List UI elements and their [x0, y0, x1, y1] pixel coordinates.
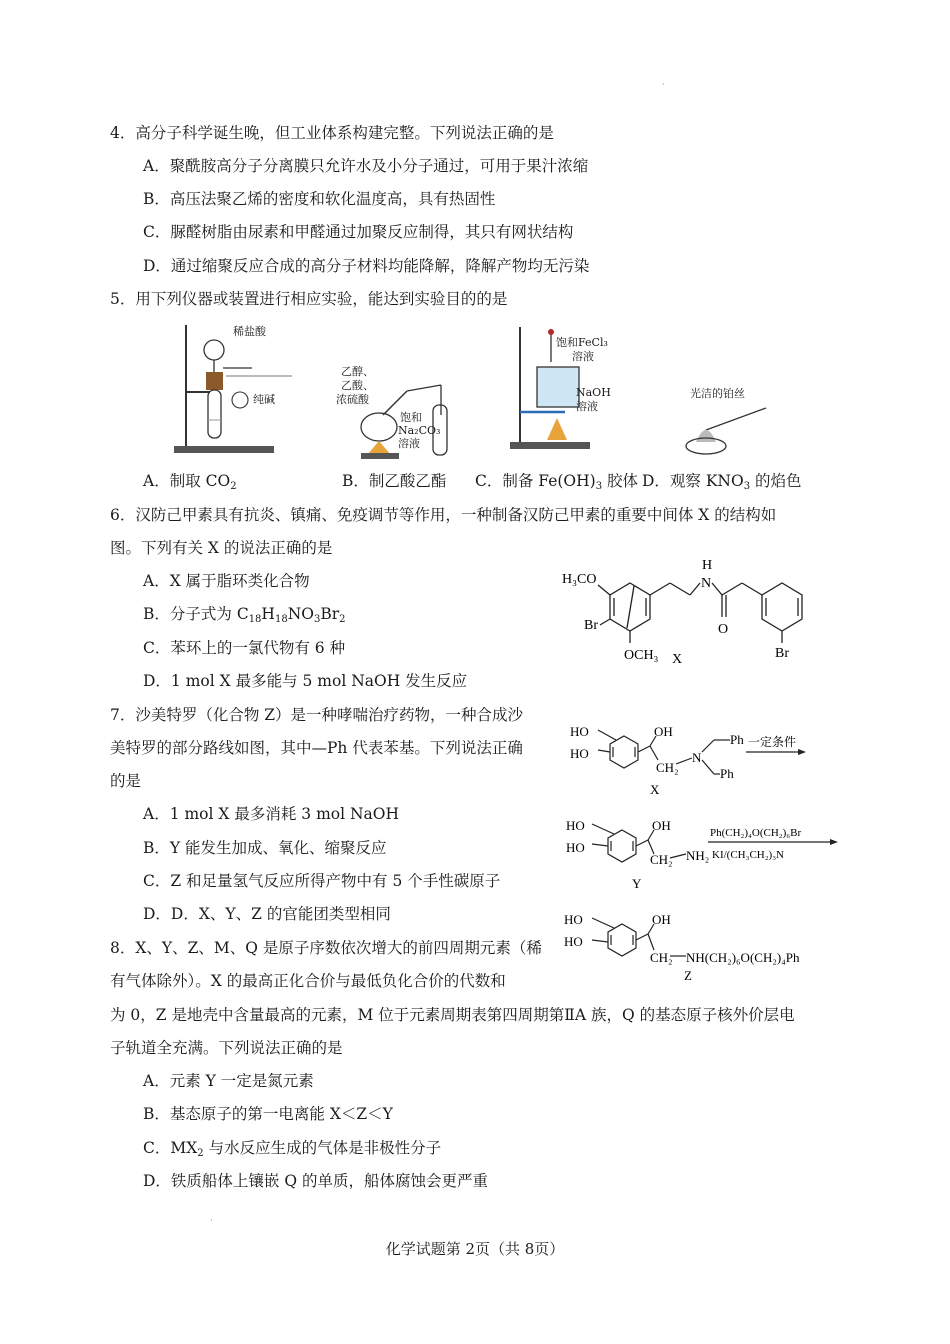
q8-stem-line3: 为 0，Z 是地壳中含量最高的元素，M 位于元素周期表第四周期第ⅡA 族，Q 的基态原子核外价层电 — [110, 1006, 795, 1024]
page-footer: 化学试题第 2页（共 8页） — [385, 1240, 565, 1258]
q7y-ch2-label: CH₂ — [650, 852, 673, 867]
q7-z-label: Z — [684, 968, 692, 983]
q6-b-text: B．分子式为 C — [143, 605, 249, 623]
q5-d-post: 的焰色 — [750, 472, 802, 490]
label-conc-h2so4: 浓硫酸 — [336, 393, 369, 406]
q4-option-d: D．通过缩聚反应合成的高分子材料均能降解，降解产物均无污染 — [143, 257, 590, 275]
q7y-oh-label: OH — [652, 818, 671, 833]
q6-option-d: D．1 mol X 最多能与 5 mol NaOH 发生反应 — [143, 672, 468, 690]
q7x-ch2-label: CH₂ — [656, 760, 679, 775]
q7z-ch2-label: CH₂ — [650, 950, 673, 965]
q7x-n-label: N — [692, 750, 702, 765]
q7y-ho-label: HO — [566, 840, 585, 855]
q6-option-b — [143, 603, 346, 625]
q6-b-text: NO — [287, 605, 314, 623]
q7-reagent-line2: KI/(CH₃CH₂)₃N — [712, 849, 784, 861]
q7-y-label: Y — [632, 876, 642, 891]
q4-option-b: B．高压法聚乙烯的密度和软化温度高，具有热固性 — [143, 190, 496, 208]
q6-structure-x — [560, 555, 820, 665]
q6-o-label: O — [718, 622, 729, 637]
q6-br-label-1: Br — [584, 618, 598, 633]
label-solution-2: 溶液 — [572, 350, 594, 363]
q5-d-text: D．观察 KNO — [642, 472, 744, 490]
q7-reagent-line1: Ph(CH₂)₄O(CH₂)₆Br — [710, 827, 802, 839]
q7x-ho-label: HO — [570, 724, 589, 739]
q6-h3co-label: H₃CO — [562, 572, 597, 587]
label-soda: 纯碱 — [253, 393, 275, 406]
q7-stem-line1: 7．沙美特罗（化合物 Z）是一种哮喘治疗药物，一种合成沙 — [110, 706, 524, 724]
q6-b-sub: 18 — [274, 614, 288, 625]
q5-c-text: C．制备 Fe(OH) — [475, 472, 596, 490]
q6-och3-label: OCH₃ — [624, 648, 659, 663]
q7-stem-line2: 美特罗的部分路线如图，其中—Ph 代表苯基。下列说法正确 — [110, 739, 523, 757]
scan-dot: · — [662, 80, 665, 89]
q7z-ho-label: HO — [564, 934, 583, 949]
apparatus-a-figure — [172, 320, 302, 465]
scan-dot: · — [210, 1216, 213, 1225]
q7-compound-z — [562, 908, 832, 983]
q8-c-sub: 2 — [197, 1148, 204, 1159]
q6-stem-line1: 6．汉防己甲素具有抗炎、镇痛、免疫调节等作用，一种制备汉防己甲素的重要中间体 X 的结构如 — [110, 506, 777, 524]
q8-stem-line1: 8．X、Y、Z、M、Q 是原子序数依次增大的前四周期元素（稀 — [110, 939, 542, 957]
q7-x-label: X — [650, 782, 660, 797]
q8-c-post: 与水反应生成的气体是非极性分子 — [203, 1139, 442, 1157]
q6-b-sub: 2 — [339, 614, 346, 625]
q7-compound-y — [562, 814, 832, 889]
label-acetic-acid: 乙酸、 — [341, 379, 374, 392]
q6-h-label: H — [702, 558, 713, 573]
q6-b-text: H — [261, 605, 275, 623]
q7-option-a: A．1 mol X 最多消耗 3 mol NaOH — [143, 805, 400, 823]
q4-option-a: A．聚酰胺高分子分离膜只允许水及小分子通过，可用于果汁浓缩 — [143, 157, 589, 175]
q7y-nh2-label: NH₂ — [686, 848, 710, 863]
q7-compound-x — [568, 722, 828, 797]
label-na2co3: Na₂CO₃ — [398, 424, 441, 437]
q7x-oh-label: OH — [654, 724, 673, 739]
label-solution-3: 溶液 — [576, 400, 598, 413]
q5-option-a — [143, 470, 237, 492]
q5-stem: 5．用下列仪器或装置进行相应实验，能达到实验目的的是 — [110, 290, 508, 308]
q7x-ph-label: Ph — [720, 766, 734, 781]
q6-option-c: C．苯环上的一氯代物有 6 种 — [143, 639, 346, 657]
label-ethanol: 乙醇、 — [341, 365, 374, 378]
q6-option-a: A．X 属于脂环类化合物 — [143, 572, 310, 590]
q7-option-d: D．D．X、Y、Z 的官能团类型相同 — [143, 905, 391, 923]
q6-n-label: N — [701, 576, 712, 591]
q6-br-label-2: Br — [775, 646, 789, 661]
q7-stem-line3: 的是 — [110, 772, 142, 790]
q4-option-c: C．脲醛树脂由尿素和甲醛通过加聚反应制得，其只有网状结构 — [143, 223, 574, 241]
q8-option-d: D．铁质船体上镶嵌 Q 的单质，船体腐蚀会更严重 — [143, 1172, 488, 1190]
q6-x-label: X — [672, 652, 683, 667]
label-solution-1: 溶液 — [398, 437, 420, 450]
q8-c-text: C．MX — [143, 1139, 198, 1157]
q8-stem-line2: 有气体除外）。X 的最高正化合价与最低负化合价的代数和 — [110, 972, 506, 990]
q5-option-b: B．制乙酸乙酯 — [342, 472, 447, 490]
q7x-ph-label: Ph — [730, 732, 744, 747]
q5-option-c — [475, 470, 638, 492]
q7-option-c: C．Z 和足量氢气反应所得产物中有 5 个手性碳原子 — [143, 872, 501, 890]
q7y-ho-label: HO — [566, 818, 585, 833]
q5-c-post: 胶体 — [602, 472, 638, 490]
apparatus-d-figure — [676, 400, 776, 460]
q5-a-sub: 2 — [230, 481, 237, 492]
q7z-oh-label: OH — [652, 912, 671, 927]
label-saturated: 饱和 — [400, 411, 422, 424]
q4-stem: 4．高分子科学诞生晚，但工业体系构建完整。下列说法正确的是 — [110, 124, 554, 142]
q7x-ho-label: HO — [570, 746, 589, 761]
label-dilute-hcl: 稀盐酸 — [233, 325, 266, 338]
label-clean-pt-wire: 光洁的铂丝 — [690, 387, 745, 400]
q8-option-b: B．基态原子的第一电离能 X＜Z＜Y — [143, 1105, 393, 1123]
q8-stem-line4: 子轨道全充满。下列说法正确的是 — [110, 1039, 343, 1057]
q6-b-sub: 3 — [313, 614, 321, 625]
q8-option-a: A．元素 Y 一定是氮元素 — [143, 1072, 314, 1090]
q5-option-d — [642, 470, 802, 492]
q6-b-sub: 18 — [248, 614, 262, 625]
q7z-ho-label: HO — [564, 912, 583, 927]
label-naoh: NaOH — [576, 386, 611, 399]
q5-d-sub: 3 — [743, 481, 751, 492]
q5-c-sub: 3 — [595, 481, 603, 492]
q7-option-b: B．Y 能发生加成、氧化、缩聚反应 — [143, 839, 387, 857]
q8-option-c — [143, 1137, 441, 1159]
q5-a-text: A．制取 CO — [143, 472, 231, 490]
q7-condition-label: 一定条件 — [748, 735, 797, 749]
q7z-side-chain: NH(CH₂)₆O(CH₂)₄Ph — [686, 950, 800, 965]
q6-b-text: Br — [320, 605, 340, 623]
label-saturated-fecl3: 饱和FeCl₃ — [556, 336, 608, 349]
q6-stem-line2: 图。下列有关 X 的说法正确的是 — [110, 539, 333, 557]
